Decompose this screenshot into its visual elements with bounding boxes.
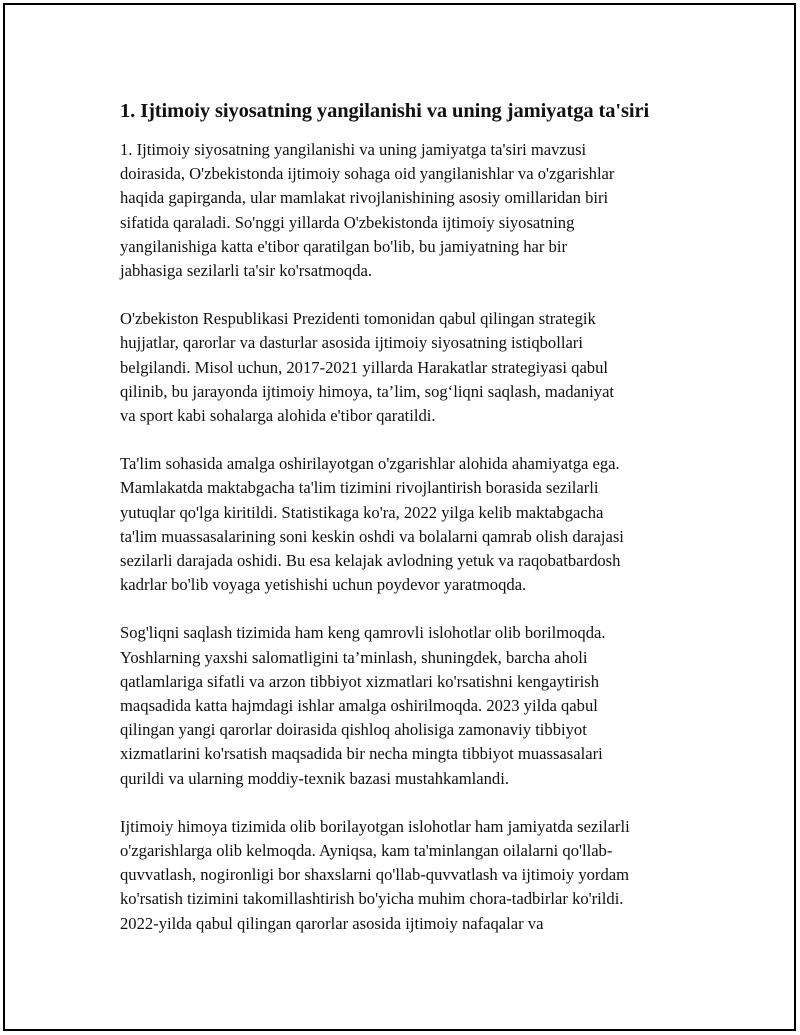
text-line: ko'rsatish tizimini takomillashtirish bo'yicha muhim chora-tadbirlar ko'rildi.	[120, 889, 624, 909]
text-line: ta'lim muassasalarining soni keskin oshdi va bolalarni qamrab olish darajasi	[120, 526, 624, 546]
text-line: Mamlakatda maktabgacha ta'lim tizimini rivojlantirish borasida sezilarli	[120, 478, 599, 498]
paragraph-1	[120, 138, 705, 283]
text-line: O'zbekiston Respublikasi Prezidenti tomonidan qabul qilingan strategik	[120, 309, 596, 329]
text-line: qilinib, bu jarayonda ijtimoiy himoya, ta’lim, sog‘liqni saqlash, madaniyat	[120, 381, 615, 401]
text-line: haqida gapirganda, ular mamlakat rivojlanishining asosiy omillaridan biri	[120, 188, 609, 208]
document-title: 1. Ijtimoiy siyosatning yangilanishi va uning jamiyatga ta'siri	[120, 100, 650, 122]
document-content	[120, 97, 705, 960]
text-line: qilingan yangi qarorlar doirasida qishloq aholisiga zamonaviy tibbiyot	[120, 720, 587, 740]
text-line: qatlamlariga sifatli va arzon tibbiyot xizmatlari ko'rsatishni kengaytirish	[120, 671, 600, 691]
text-line: 2022-yilda qabul qilingan qarorlar asosida ijtimoiy nafaqalar va	[120, 913, 544, 933]
paragraph-5	[120, 815, 705, 936]
text-line: sifatida qaraladi. So'nggi yillarda O'zbekistonda ijtimoiy siyosatning	[120, 212, 575, 232]
text-line: o'zgarishlarga olib kelmoqda. Ayniqsa, kam ta'minlangan oilalarni qo'llab-	[120, 841, 613, 861]
text-line: hujjatlar, qarorlar va dasturlar asosida ijtimoiy siyosatning istiqbollari	[120, 333, 583, 353]
text-line: belgilandi. Misol uchun, 2017-2021 yillarda Harakatlar strategiyasi qabul	[120, 357, 609, 377]
text-line: kadrlar bo'lib voyaga yetishishi uchun poydevor yaratmoqda.	[120, 575, 527, 595]
text-line: Ta'lim sohasida amalga oshirilayotgan o'zgarishlar alohida ahamiyatga ega.	[120, 454, 620, 474]
document-page	[3, 3, 796, 1031]
paragraph-2	[120, 307, 705, 428]
text-line: va sport kabi sohalarga alohida e'tibor qaratildi.	[120, 406, 436, 426]
text-line: quvvatlash, nogironligi bor shaxslarni qo'llab-quvvatlash va ijtimoiy yordam	[120, 865, 630, 885]
text-line: xizmatlarini ko'rsatish maqsadida bir necha mingta tibbiyot muassasalari	[120, 744, 603, 764]
text-line: maqsadida katta hajmdagi ishlar amalga oshirilmoqda. 2023 yilda qabul	[120, 696, 598, 716]
text-line: 1. Ijtimoiy siyosatning yangilanishi va uning jamiyatga ta'siri mavzusi	[120, 140, 587, 159]
text-line: yangilanishiga katta e'tibor qaratilgan bo'lib, bu jamiyatning har bir	[120, 236, 567, 256]
text-line: doirasida, O'zbekistonda ijtimoiy sohaga oid yangilanishlar va o'zgarishlar	[120, 164, 615, 184]
paragraph-4	[120, 621, 705, 790]
text-line: Sog'liqni saqlash tizimida ham keng qamrovli islohotlar olib borilmoqda.	[120, 623, 606, 643]
text-line: qurildi va ularning moddiy-texnik bazasi mustahkamlandi.	[120, 768, 509, 788]
text-line: sezilarli darajada oshidi. Bu esa kelajak avlodning yetuk va raqobatbardosh	[120, 551, 621, 571]
paragraph-3	[120, 452, 705, 597]
text-line: Ijtimoiy himoya tizimida olib borilayotgan islohotlar ham jamiyatda sezilarli	[120, 816, 630, 836]
text-line: jabhasiga sezilarli ta'sir ko'rsatmoqda.	[120, 261, 373, 281]
text-line: yutuqlar qo'lga kiritildi. Statistikaga ko'ra, 2022 yilga kelib maktabgacha	[120, 502, 604, 522]
text-line: Yoshlarning yaxshi salomatligini ta’minlash, shuningdek, barcha aholi	[120, 647, 588, 667]
